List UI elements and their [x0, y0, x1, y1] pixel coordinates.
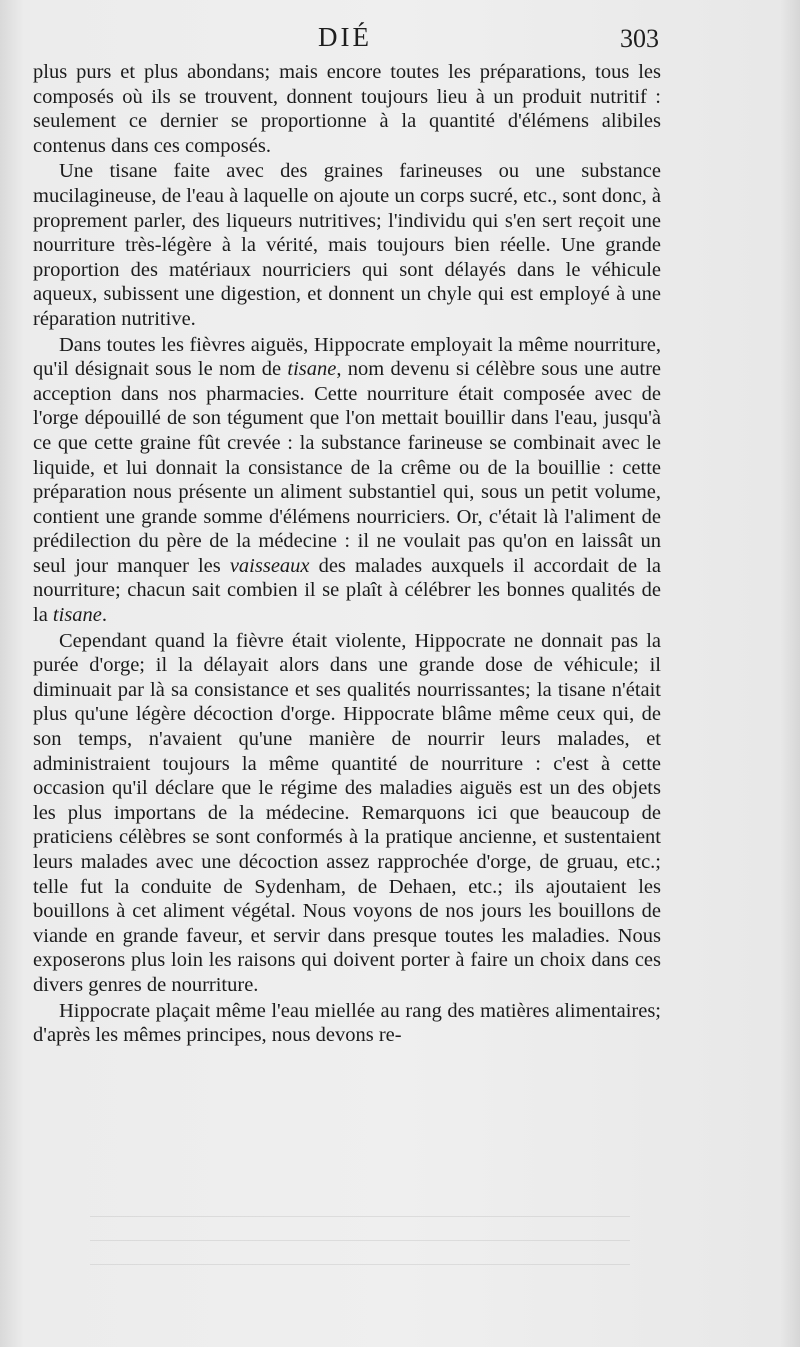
text-run: plus purs et plus abondans; mais encore toutes les préparations, tous les composés où ils se trouvent, donnent toujours lieu à un produit nutritif : seulement ce dernier se proportionne à la quantité d'élémens alibiles contenus dans ces composés. — [33, 61, 661, 157]
italic-term: vaisseaux — [229, 554, 310, 577]
italic-term: tisane — [287, 358, 337, 381]
italic-term: tisane — [52, 604, 102, 627]
paragraph — [33, 629, 661, 998]
text-run: Cependant quand la fièvre était violente, Hippocrate ne donnait pas la purée d'orge; il la délayait alors dans une grande dose de véhicule; il diminuait par là sa consistance et ses qualités nourrissantes; la tisane n'était plus qu'une légère décoction d'orge. Hippocrate blâme même ceux qui, de son temps, n'avaient qu'une manière de nourrir leurs malades, et administraient toujours la même quantité de nourriture : c'est à cette occasion qu'il déclare que le régime des maladies aiguës est un des objets les plus importans de la médecine. Remarquons ici que beaucoup de praticiens célèbres se sont conformés à la pratique ancienne, et sustentaient leurs malades avec une décoction assez rapprochée d'orge, de gruau, etc.; telle fut la conduite de Sydenham, de Dehaen, etc.; ils ajoutaient les bouillons à cet aliment végétal. Nous voyons de nos jours les bouillons de viande en grande faveur, et servir dans presque toutes les maladies. Nous exposerons plus loin les raisons qui doivent porter à faire un choix dans ces divers genres de nourriture. — [33, 629, 661, 996]
text-run: . — [101, 604, 108, 627]
paragraph — [33, 999, 661, 1048]
text-run: , nom devenu si célèbre sous une autre acception dans nos pharmacies. Cette nourriture était composée avec de l'orge dépouillé de son tégument que l'on mettait bouillir dans l'eau, jusqu'à ce que cette graine fût crevée : la substance farineuse se combinait avec le liquide, et lui donnait la consistance de la crême ou de la bouillie : cette préparation nous présente un aliment substantiel qui, sous un petit volume, contient une grande somme d'élémens nourriciers. Or, c'était là l'aliment de prédilection du père de la médecine : il ne voulait pas qu'on en laissât un seul jour manquer les — [33, 358, 661, 577]
running-head — [0, 22, 800, 62]
show-through-bleed — [90, 1205, 630, 1265]
text-run: Une tisane faite avec des graines farineuses ou une substance mucilagineuse, de l'eau à laquelle on ajoute un corps sucré, etc., sont donc, à proprement parler, des liqueurs nutritives; l'individu qui s'en sert reçoit une nourriture très-légère à la vérité, mais toujours bien réelle. Une grande proportion des matériaux nourriciers qui sont délayés dans le véhicule aqueux, subissent une digestion, et donnent un chyle qui est employé à une réparation nutritive. — [33, 160, 661, 330]
paragraph — [33, 60, 661, 158]
running-title: DIÉ — [318, 22, 372, 52]
page-number: 303 — [620, 24, 659, 53]
text-run: des malades auxquels il accordait de la nourriture; chacun sait combien il se plaît à célébrer les bonnes qualités de la — [33, 554, 661, 627]
paragraph — [33, 333, 661, 628]
text-run: Hippocrate plaçait même l'eau miellée au rang des matières alimentaires; d'après les mêmes principes, nous devons re- — [33, 999, 661, 1047]
body-text — [33, 60, 661, 1048]
text-run: Dans toutes les fièvres aiguës, Hippocrate employait la même nourriture, qu'il désignait sous le nom de — [33, 333, 661, 381]
paragraph — [33, 159, 661, 331]
